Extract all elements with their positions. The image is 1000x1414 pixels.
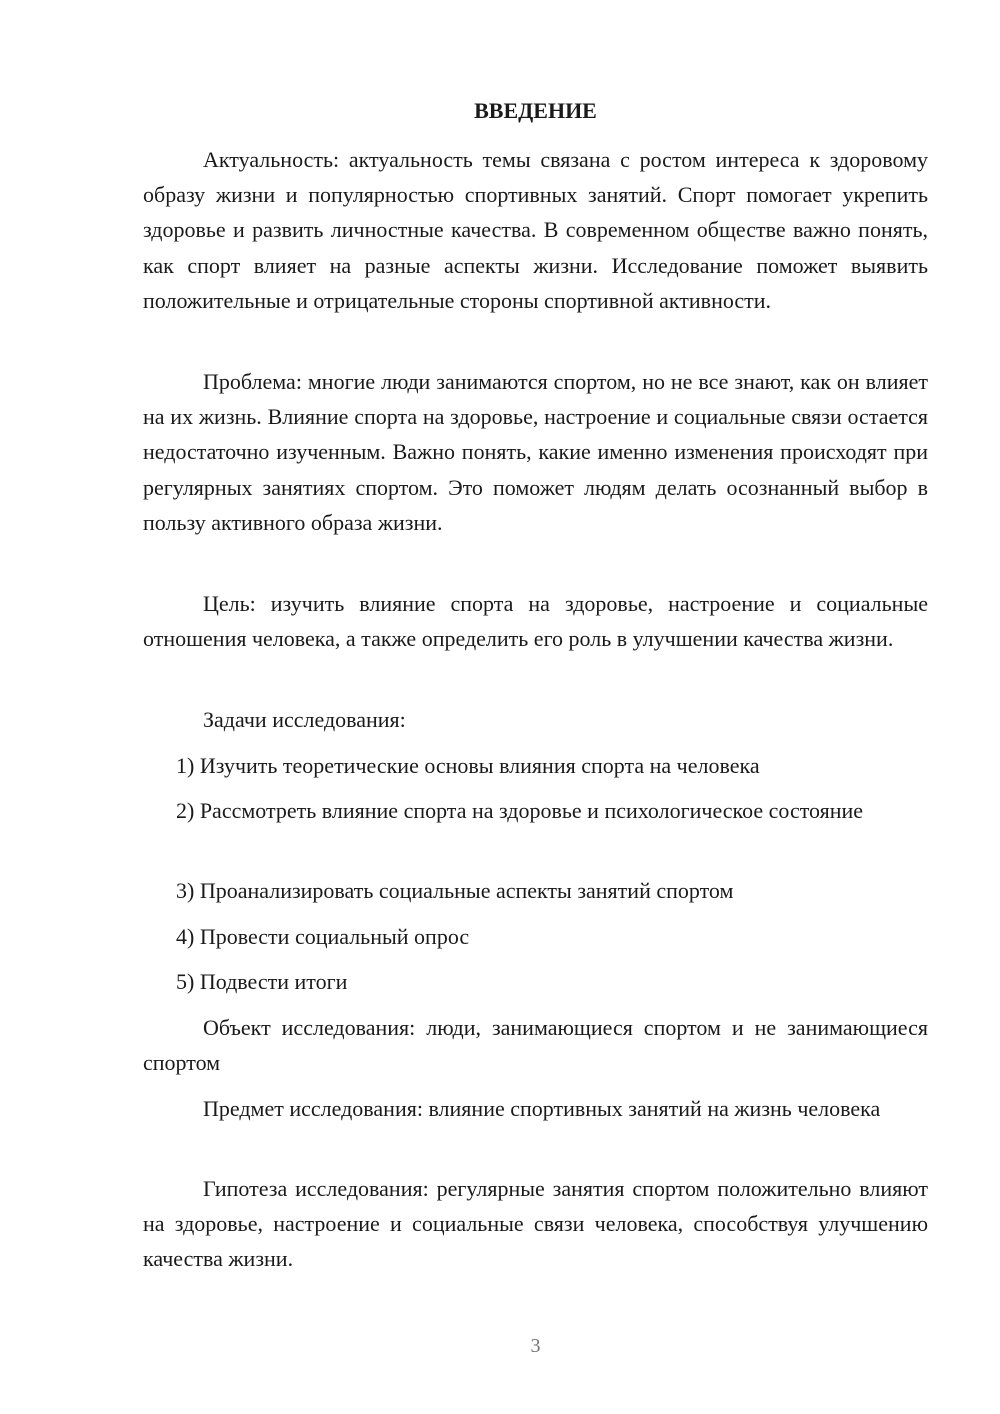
relevance-paragraph: Актуальность: актуальность темы связана с ростом интереса к здоровому образу жизни и популярностью спортивных занятий. Спорт помогает укрепить здоровье и развить личностные качества. В современном обществе важно понять, как спорт влияет на разные аспекты жизни. Исследование поможет выявить положительные и отрицательные стороны спортивной активности. xyxy=(143,147,928,313)
task-item-2: 2) Рассмотреть влияние спорта на здоровье и психологическое состояние xyxy=(176,798,864,823)
task-item-4: 4) Провести социальный опрос xyxy=(176,924,470,949)
task-item-1: 1) Изучить теоретические основы влияния спорта на человека xyxy=(176,753,760,778)
goal-paragraph: Цель: изучить влияние спорта на здоровье, настроение и социальные отношения человека, а также определить его роль в улучшении качества жизни. xyxy=(143,591,928,652)
subject-paragraph: Предмет исследования: влияние спортивных занятий на жизнь человека xyxy=(203,1096,881,1121)
document-page xyxy=(143,0,928,1414)
tasks-heading: Задачи исследования: xyxy=(203,707,406,732)
object-paragraph: Объект исследования: люди, занимающиеся спортом и не занимающиеся спортом xyxy=(143,1015,928,1076)
problem-paragraph: Проблема: многие люди занимаются спортом, но не все знают, как он влияет на их жизнь. Влияние спорта на здоровье, настроение и социальные связи остается недостаточно изученным. Важно понять, какие именно изменения происходят при регулярных занятиях спортом. Это поможет людям делать осознанный выбор в пользу активного образа жизни. xyxy=(143,369,928,535)
task-item-3: 3) Проанализировать социальные аспекты занятий спортом xyxy=(176,878,734,903)
page-number: 3 xyxy=(530,1335,541,1357)
task-item-5: 5) Подвести итоги xyxy=(176,969,348,994)
page-title: ВВЕДЕНИЕ xyxy=(474,98,597,123)
hypothesis-paragraph: Гипотеза исследования: регулярные занятия спортом положительно влияют на здоровье, настроение и социальные связи человека, способствуя улучшению качества жизни. xyxy=(143,1176,928,1272)
